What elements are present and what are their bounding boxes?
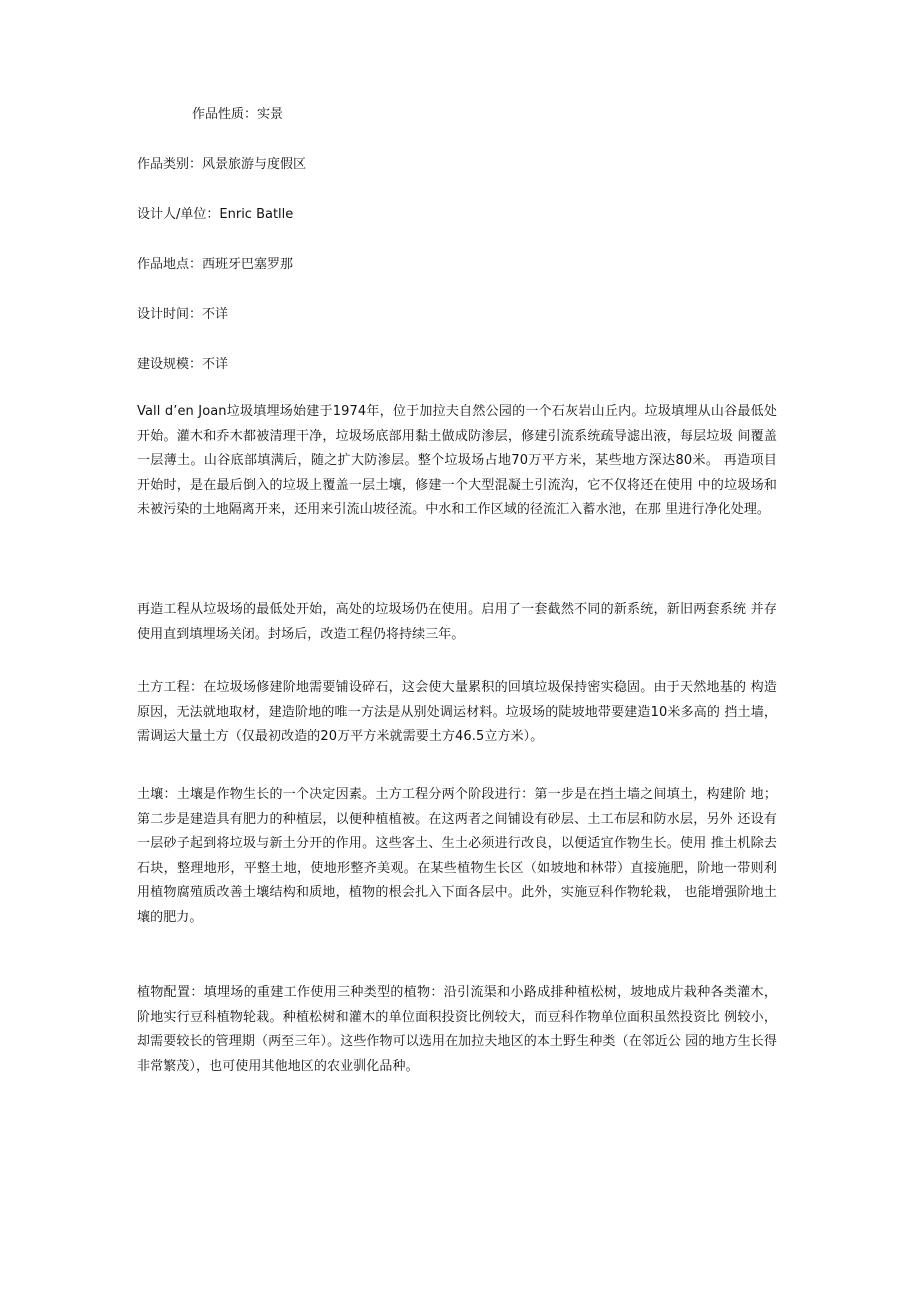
field-location: [137, 256, 293, 274]
field-value: Enric Batlle: [219, 207, 294, 222]
field-label: 建设规模：: [137, 357, 203, 372]
paragraph-earthworks: 土方工程：在垃圾场修建阶地需要铺设碎石，这会使大量累积的回填垃圾保持密实稳固。由于天然地基的 构造原因，无法就地取材，建造阶地的唯一方法是从别处调运材料。垃圾场的陡坡地带要建造10米多高的 挡土墙，需调运大量土方（仅最初改造的20万平方米就需要土方46.5立方米）。: [137, 680, 777, 744]
field-label: 作品地点：: [137, 257, 203, 272]
paragraph-regeneration: 再造工程从垃圾场的最低处开始，高处的垃圾场仍在使用。启用了一套截然不同的新系统，新旧两套系统 并存使用直到填埋场关闭。封场后，改造工程仍将持续三年。: [137, 602, 777, 642]
field-label: 设计人/单位：: [137, 207, 220, 222]
field-label: 作品性质：: [192, 107, 258, 122]
field-designer: [137, 206, 293, 224]
field-design-time: [137, 306, 228, 324]
field-label: 作品类别：: [137, 157, 203, 172]
field-scale: [137, 356, 228, 374]
field-label: 设计时间：: [137, 307, 203, 322]
paragraph-soil: 土壤：土壤是作物生长的一个决定因素。土方工程分两个阶段进行：第一步是在挡土墙之间填土，构建阶 地；第二步是建造具有肥力的种植层，以便种植植被。在这两者之间铺设有砂层、土工布层和防水层，另外 还设有一层砂子起到将垃圾与新土分开的作用。这些客土、生土必须进行改良，以便适宜作物生长。使用 推土机除去石块，整理地形，平整土地，使地形整齐美观。在某些植物生长区（如坡地和林带）直接施肥，阶地一带则利用植物腐殖质改善土壤结构和质地，植物的根会扎入下面各层中。此外，实施豆科作物轮栽， 也能增强阶地土壤的肥力。: [137, 787, 777, 925]
paragraph-planting: 植物配置：填埋场的重建工作使用三种类型的植物：沿引流渠和小路成排种植松树，坡地成片栽种各类灌木，阶地实行豆科植物轮栽。种植松树和灌木的单位面积投资比例较大，而豆科作物单位面积虽然投资比 例较小，却需要较长的管理期（两至三年）。这些作物可以选用在加拉夫地区的本土野生种类（在邻近公 园的地方生长得非常繁茂），也可使用其他地区的农业驯化品种。: [137, 985, 777, 1074]
field-value: 不详: [202, 357, 229, 372]
field-value: 实景: [257, 107, 284, 122]
field-work-category: [137, 156, 306, 174]
field-value: 风景旅游与度假区: [202, 157, 307, 172]
field-work-nature: [192, 106, 283, 124]
field-value: 不详: [202, 307, 229, 322]
paragraph-intro: Vall d’en Joan垃圾填埋场始建于1974年，位于加拉夫自然公园的一个石灰岩山丘内。垃圾填埋从山谷最低处开始。灌木和乔木都被清理干净，垃圾场底部用黏土做成防渗层，修建引流系统疏导滤出液，每层垃圾 间覆盖一层薄土。山谷底部填满后，随之扩大防渗层。整个垃圾场占地70万平方米，某些地方深达80米。 再造项目开始时，是在最后倒入的垃圾上覆盖一层土壤，修建一个大型混凝土引流沟，它不仅将还在使用 中的垃圾场和未被污染的土地隔离开来，还用来引流山坡径流。中水和工作区域的径流汇入蓄水池，在那 里进行净化处理。: [137, 404, 777, 517]
field-value: 西班牙巴塞罗那: [202, 257, 294, 272]
